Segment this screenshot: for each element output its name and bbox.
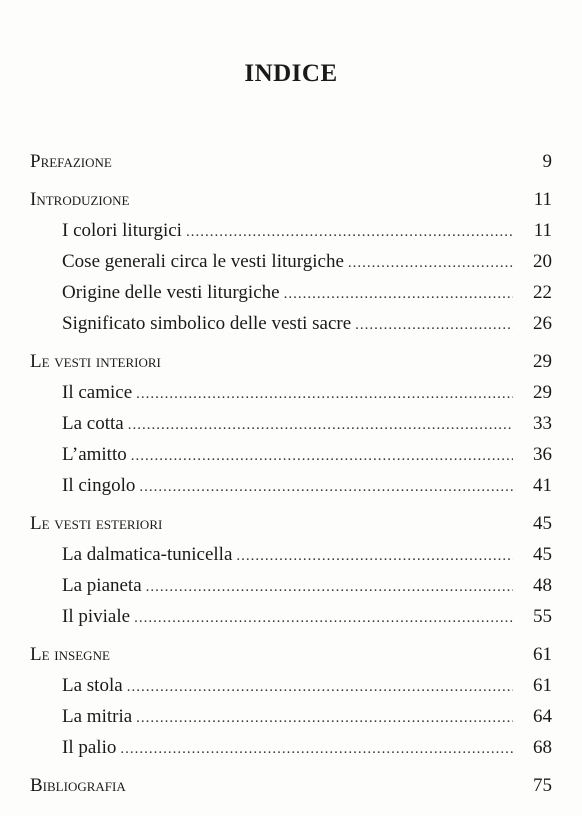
toc-entry [30, 701, 552, 732]
toc-page-number: 33 [533, 413, 552, 434]
toc-section-label: Bibliografia [30, 775, 126, 796]
toc-entry-label: La cotta [62, 413, 124, 434]
dot-leader [355, 310, 513, 341]
dot-leader [127, 672, 513, 703]
toc-page-number: 11 [533, 220, 552, 241]
table-of-contents [30, 146, 552, 801]
toc-entry [30, 377, 552, 408]
dot-leader [146, 572, 513, 603]
toc-entry [30, 308, 552, 339]
toc-section-insegne [30, 639, 552, 670]
toc-section-vesti-interiori [30, 346, 552, 377]
toc-page-number: 61 [533, 644, 552, 665]
toc-entry [30, 670, 552, 701]
toc-page-number: 20 [533, 251, 552, 272]
toc-section-introduzione [30, 184, 552, 215]
dot-leader [131, 441, 513, 472]
toc-entry-label: La dalmatica-tunicella [62, 544, 233, 565]
toc-page-number: 45 [533, 513, 552, 534]
toc-entry [30, 246, 552, 277]
toc-entry-label: La stola [62, 675, 123, 696]
toc-page-number: 64 [533, 706, 552, 727]
toc-entry-label: Origine delle vesti liturgiche [62, 282, 280, 303]
toc-page-number: 75 [533, 775, 552, 796]
dot-leader [284, 279, 513, 310]
toc-section-label: Le vesti esteriori [30, 513, 163, 534]
toc-entry-label: Il camice [62, 382, 133, 403]
toc-page-number: 41 [533, 475, 552, 496]
toc-entry-label: Cose generali circa le vesti liturgiche [62, 251, 344, 272]
toc-entry [30, 277, 552, 308]
toc-entry [30, 408, 552, 439]
toc-entry-label: Il piviale [62, 606, 131, 627]
toc-section-label: Introduzione [30, 189, 130, 210]
toc-section-label: Le vesti interiori [30, 351, 161, 372]
toc-page-number: 55 [533, 606, 552, 627]
toc-page-number: 26 [533, 313, 552, 334]
toc-page-number: 68 [533, 737, 552, 758]
toc-entry [30, 439, 552, 470]
dot-leader [128, 410, 513, 441]
toc-entry-label: La mitria [62, 706, 133, 727]
toc-page-number: 45 [533, 544, 552, 565]
toc-entry [30, 732, 552, 763]
dot-leader [120, 734, 513, 765]
toc-entry-label: L’amitto [62, 444, 127, 465]
toc-section-prefazione [30, 146, 552, 177]
toc-page-number: 61 [533, 675, 552, 696]
toc-entry-label: La pianeta [62, 575, 142, 596]
toc-section-label: Le insegne [30, 644, 110, 665]
toc-entry [30, 570, 552, 601]
toc-entry [30, 470, 552, 501]
toc-page-number: 29 [533, 382, 552, 403]
dot-leader [186, 217, 514, 248]
toc-entry-label: Il palio [62, 737, 117, 758]
toc-entry-label: Il cingolo [62, 475, 136, 496]
toc-section-label: Prefazione [30, 151, 112, 172]
toc-section-bibliografia [30, 770, 552, 801]
dot-leader [134, 603, 513, 634]
toc-entry [30, 601, 552, 632]
toc-page-number: 48 [533, 575, 552, 596]
toc-entry [30, 215, 552, 246]
toc-entry-label: I colori liturgici [62, 220, 182, 241]
toc-page-number: 36 [533, 444, 552, 465]
toc-entry-label: Significato simbolico delle vesti sacre [62, 313, 352, 334]
page-title: INDICE [244, 60, 338, 87]
toc-section-vesti-esteriori [30, 508, 552, 539]
dot-leader [236, 541, 513, 572]
toc-page-number: 9 [542, 151, 552, 172]
dot-leader [348, 248, 513, 279]
toc-page-number: 22 [533, 282, 552, 303]
dot-leader [136, 703, 513, 734]
dot-leader [139, 472, 513, 503]
toc-page-number: 29 [533, 351, 552, 372]
dot-leader [136, 379, 513, 410]
toc-page-number: 11 [533, 189, 552, 210]
toc-entry [30, 539, 552, 570]
